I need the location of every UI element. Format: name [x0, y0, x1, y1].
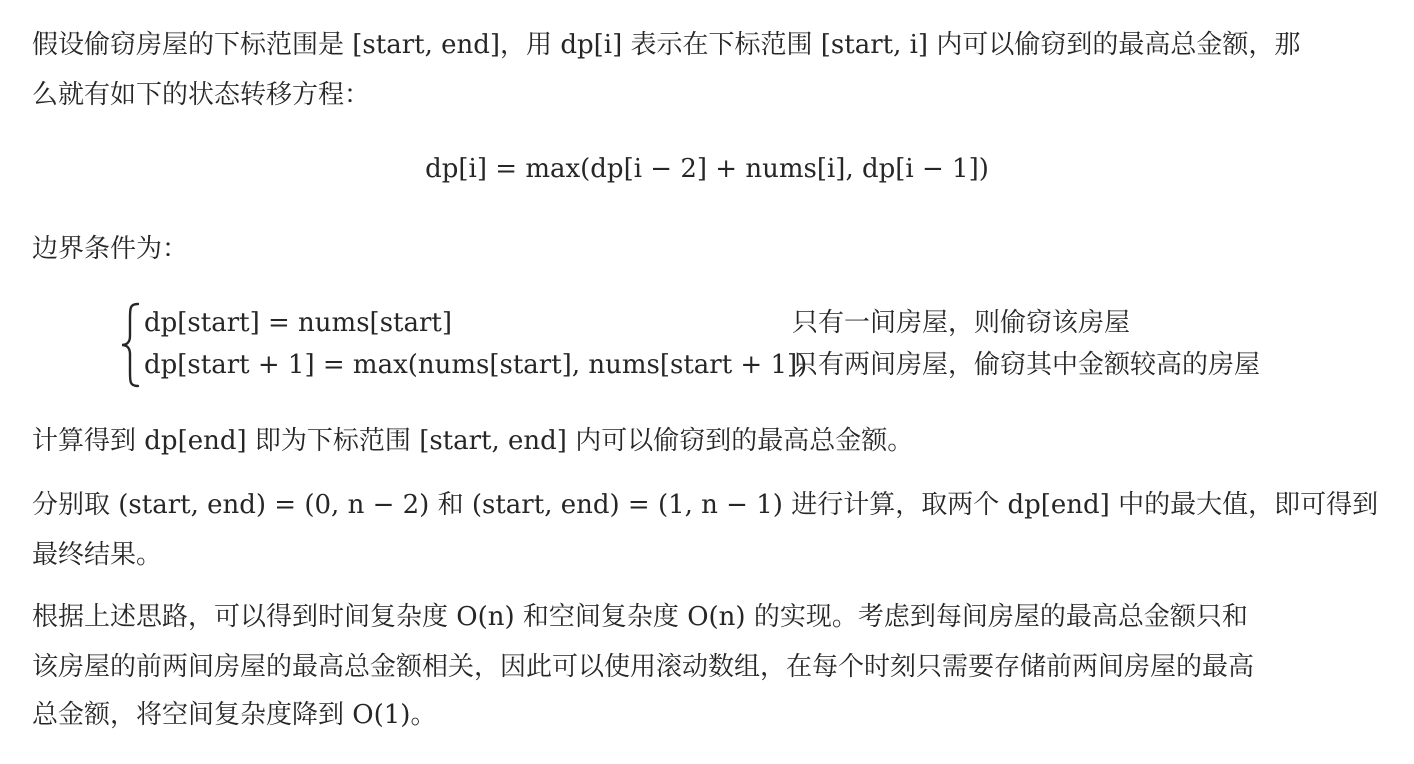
math-inline: dp[end]: [1007, 490, 1110, 520]
paragraph-3: [32, 428, 913, 454]
left-brace-icon: [118, 300, 144, 390]
text: 假设偷窃房屋的下标范围是: [32, 30, 345, 60]
math-inline: [start, i]: [820, 30, 929, 60]
text: 内可以偷窃到的最高总金额。: [575, 426, 914, 456]
text: 该房屋的前两间房屋的最高总金额相关，因此可以使用滚动数组，在每个时刻只需要存储前两间房屋的最高: [32, 652, 1255, 682]
paragraph-1-line-1: [32, 32, 1300, 58]
math-inline: (start, end) = (1, n − 1): [471, 490, 783, 520]
text: 的实现。考虑到每间房屋的最高总金额只和: [753, 602, 1248, 632]
text: 和空间复杂度: [522, 602, 679, 632]
paragraph-5-line-1: [32, 604, 1248, 630]
paragraph-5-line-2: [32, 654, 1254, 680]
case-note-1: 只有一间房屋，则偷窃该房屋: [792, 308, 1131, 338]
transition-equation: dp[i] = max(dp[i − 2] + nums[i], dp[i − 1]): [425, 154, 989, 184]
text: 分别取: [32, 490, 111, 520]
text: 表示在下标范围: [630, 30, 813, 60]
paragraph-4-line-1: [32, 492, 1378, 518]
paragraph-2: [32, 236, 188, 262]
text: 最终结果。: [32, 540, 163, 570]
text: 中的最大值，即可得到: [1118, 490, 1379, 520]
text: 边界条件为：: [32, 234, 189, 264]
text: ，用: [500, 30, 553, 60]
math-inline: dp[i]: [560, 30, 623, 60]
case-formula-2: dp[start + 1] = max(nums[start], nums[start + 1]): [144, 350, 808, 380]
paragraph-1-line-2: [32, 82, 370, 108]
math-inline: [start, end]: [419, 426, 567, 456]
math-inline: dp[end]: [144, 426, 247, 456]
math-inline: O(1): [352, 700, 411, 730]
text: 么就有如下的状态转移方程：: [32, 80, 371, 110]
boundary-cases: [118, 298, 1378, 390]
case-formula-1: dp[start] = nums[start]: [144, 308, 453, 338]
math-inline: O(n): [456, 602, 515, 632]
text: 计算得到: [32, 426, 137, 456]
text: 即为下标范围: [254, 426, 411, 456]
paragraph-5-line-3: [32, 702, 436, 728]
case-note-2: 只有两间房屋，偷窃其中金额较高的房屋: [792, 350, 1261, 380]
text: 总金额，将空间复杂度降到: [32, 700, 345, 730]
math-inline: [start, end]: [352, 30, 501, 60]
math-inline: O(n): [687, 602, 746, 632]
text: 和: [437, 490, 464, 520]
text: 内可以偷窃到的最高总金额，那: [936, 30, 1301, 60]
paragraph-4-line-2: [32, 542, 162, 568]
text: 进行计算，取两个: [791, 490, 1000, 520]
text: 。: [410, 700, 437, 730]
math-inline: (start, end) = (0, n − 2): [118, 490, 430, 520]
text: 根据上述思路，可以得到时间复杂度: [32, 602, 449, 632]
